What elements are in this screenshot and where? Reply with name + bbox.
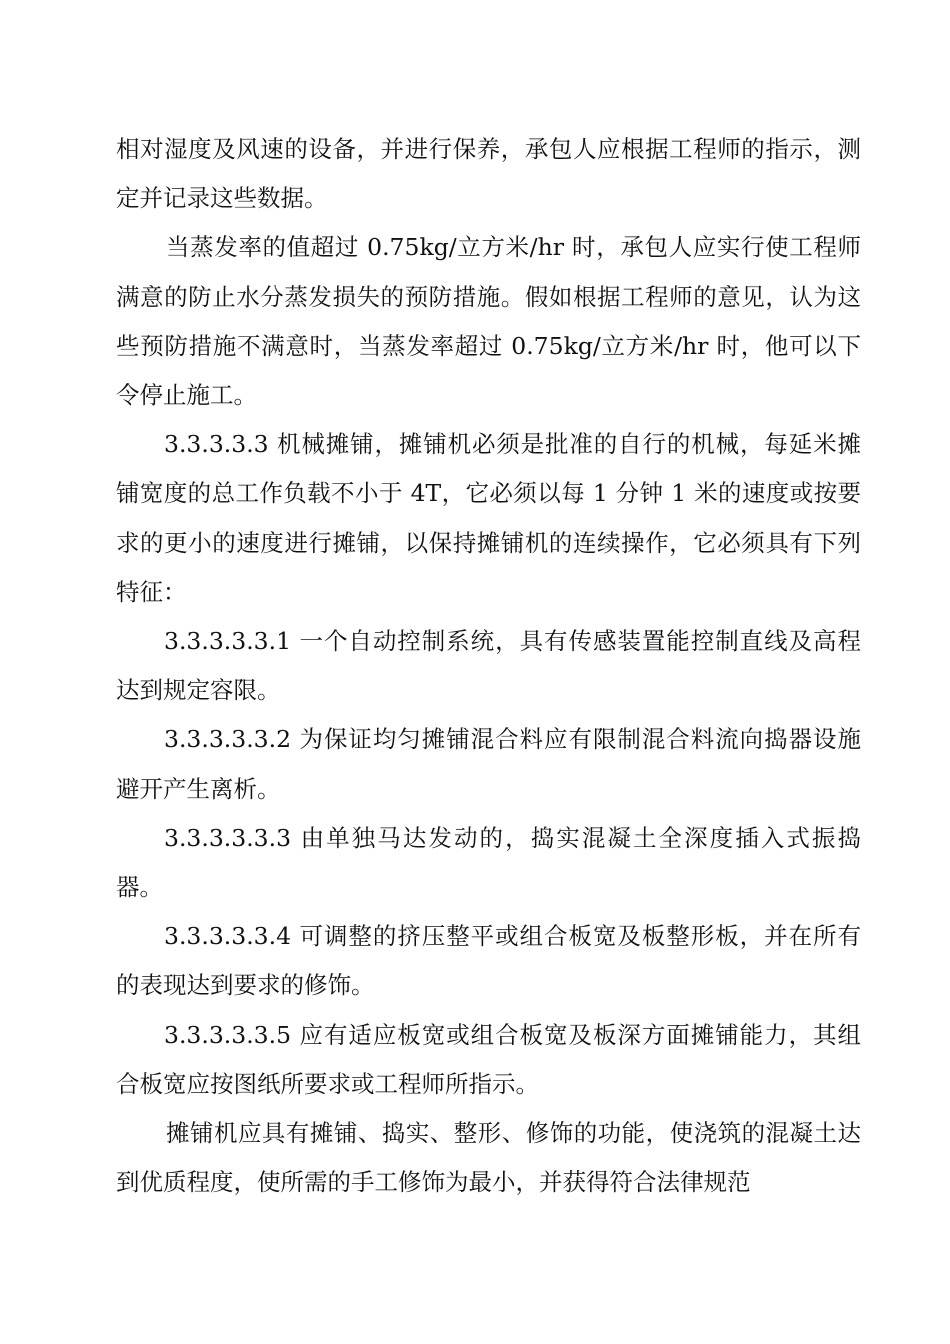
paragraph-mechanical-paving: 3.3.3.3.3 机械摊铺，摊铺机必须是批准的自行的机械，每延米摊铺宽度的总工作负载不小于 4T，它必须以每 1 分钟 1 米的速度或按要求的更小的速度进行摊铺，以保持摊铺机的连续操作，它必须具有下列特征： bbox=[116, 430, 861, 606]
paragraph-paver-functions: 摊铺机应具有摊铺、捣实、整形、修饰的功能，使浇筑的混凝土达到优质程度，使所需的手工修饰为最小，并获得符合法律规范 bbox=[116, 1119, 861, 1197]
paragraph-vibrator: 3.3.3.3.3.3 由单独马达发动的，捣实混凝土全深度插入式振捣器。 bbox=[116, 823, 861, 902]
paragraph-screed: 3.3.3.3.3.4 可调整的挤压整平或组合板宽及板整形板，并在所有的表现达到要求的修饰。 bbox=[116, 922, 861, 1000]
paragraph-paving-width: 3.3.3.3.3.5 应有适应板宽或组合板宽及板深方面摊铺能力，其组合板宽应按图纸所要求或工程师所指示。 bbox=[116, 1020, 861, 1098]
paragraph-evaporation-rate: 当蒸发率的值超过 0.75kg/立方米/hr 时，承包人应实行使工程师满意的防止水分蒸发损失的预防措施。假如根据工程师的意见，认为这些预防措施不满意时，当蒸发率超过 0.75kg/立方米/hr 时，他可以下令停止施工。 bbox=[116, 233, 861, 410]
paragraph-auto-control: 3.3.3.3.3.1 一个自动控制系统，具有传感装置能控制直线及高程达到规定容限。 bbox=[116, 627, 861, 705]
body-text bbox=[116, 125, 861, 1207]
paragraph-segregation: 3.3.3.3.3.2 为保证均匀摊铺混合料应有限制混合料流向捣器设施避开产生离析。 bbox=[116, 725, 861, 803]
paragraph-continuation: 相对湿度及风速的设备，并进行保养，承包人应根据工程师的指示，测定并记录这些数据。 bbox=[116, 135, 861, 213]
